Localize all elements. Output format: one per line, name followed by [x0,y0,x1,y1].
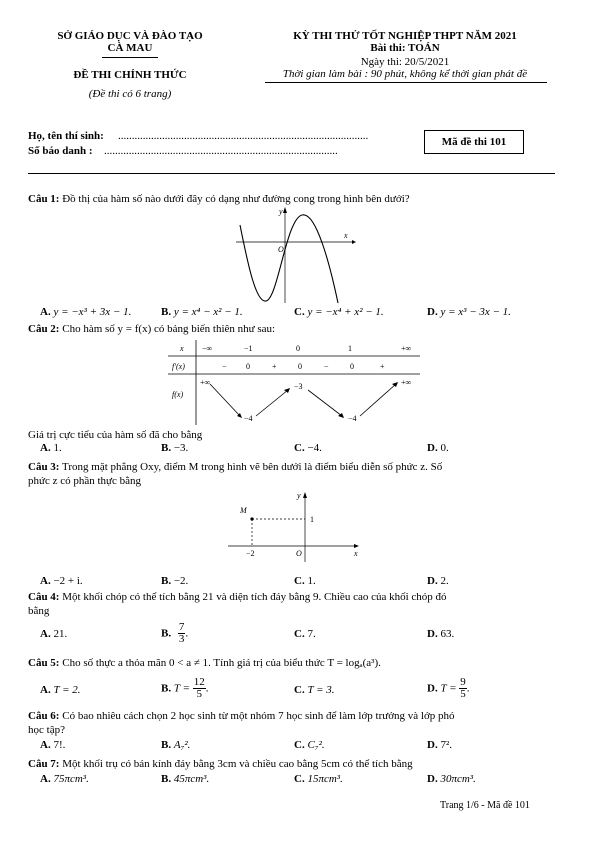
y-axis-arrow [303,492,307,498]
q5-option-a[interactable]: A. T = 2. [40,684,81,696]
x-axis-label: x [344,231,348,240]
x-axis-arrow [354,544,359,548]
question-text: Một khối trụ có bán kính đáy bằng 3cm và chiều cao bằng 5cm có thể tích bằng [62,758,413,770]
question-text: Một khối chóp có thể tích bằng 21 và diện tích đáy bằng 9. Chiều cao của khối chóp đó [62,591,447,603]
q6-option-a[interactable]: A. 7!. [40,739,66,751]
q2-option-c[interactable]: C. −4. [294,442,322,454]
student-name-label: Họ, tên thí sinh: [28,130,104,142]
f-label: f(x) [172,390,184,399]
question-label: Câu 1: [28,193,60,205]
q2-option-d[interactable]: D. 0. [427,442,449,454]
q7-option-d[interactable]: D. 30πcm³. [427,773,476,785]
x-value: +∞ [401,344,412,353]
point-m [250,517,253,520]
q1-graph [230,205,360,305]
q2-option-b[interactable]: B. −3. [161,442,189,454]
question-1 [28,192,558,206]
variation-table [168,340,420,425]
tick-minus-2: −2 [246,549,255,558]
exam-date: Ngày thi: 20/5/2021 [360,56,450,68]
origin-label: O [296,549,302,558]
exam-duration: Thời gian làm bài : 90 phút, không kể thời gian phát đề [282,68,528,80]
q4-option-a[interactable]: A. 21. [40,628,68,640]
fprime-sign: − [222,362,227,371]
q5-option-c[interactable]: C. T = 3. [294,684,335,696]
question-2 [28,322,558,336]
pages-note: (Đề thi có 6 trang) [88,88,172,100]
question-label: Câu 2: [28,323,60,335]
question-text-cont: học tập? [28,724,65,736]
x-axis-label: x [354,549,358,558]
question-text: Trong mặt phẳng Oxy, điểm M trong hình vẽ bên dưới là điểm biểu diễn số phức z. Số [62,461,443,473]
x-axis-arrow [352,240,356,244]
page-footer: Trang 1/6 - Mã đề 101 [440,800,530,811]
question-label: Câu 3: [28,461,60,473]
question-6 [28,709,562,737]
student-id-field[interactable]: ..................................................................................... [104,145,338,157]
fraction-numerator: 9 [460,676,466,688]
q6-option-d[interactable]: D. 7². [427,739,453,751]
x-value: 1 [348,344,352,353]
department-name: SỞ GIÁO DỤC VÀ ĐÀO TẠO [57,30,203,42]
q3-graph [224,490,364,564]
fprime-sign: + [380,362,385,371]
tick-1: 1 [310,515,314,524]
y-axis-label: y [297,491,301,500]
fprime-value: 0 [350,362,354,371]
q4-option-d[interactable]: D. 63. [427,628,455,640]
question-text: Cho hàm số y = f(x) có bảng biến thiên như sau: [62,323,276,335]
q1-option-a[interactable]: A. y = −x³ + 3x − 1. [40,306,132,318]
q1-option-c[interactable]: C. y = −x⁴ + x² − 1. [294,306,384,318]
q6-option-b[interactable]: B. A₇². [161,739,191,751]
q7-option-b[interactable]: B. 45πcm³. [161,773,210,785]
q3-option-c[interactable]: C. 1. [294,575,316,587]
province-name: CÀ MAU [107,42,153,54]
question-label: Câu 4: [28,591,60,603]
question-3 [28,460,562,488]
fprime-value: 0 [246,362,250,371]
fraction-numerator: 7 [178,621,185,633]
f-value: −3 [294,382,303,391]
f-value: +∞ [401,378,412,387]
x-value: −∞ [202,344,213,353]
x-value: −1 [244,344,253,353]
exam-subject: Bài thi: TOÁN [370,42,440,54]
y-axis-label: y [279,207,283,216]
f-value: +∞ [200,378,211,387]
official-label: ĐỀ THI CHÍNH THỨC [73,69,187,81]
q2-option-a[interactable]: A. 1. [40,442,62,454]
origin-label: O [278,245,284,254]
q3-option-a[interactable]: A. −2 + i. [40,575,83,587]
header-underline-right [265,82,547,83]
q1-option-d[interactable]: D. y = x³ − 3x − 1. [427,306,511,318]
q2-prompt: Giá trị cực tiểu của hàm số đã cho bằng [28,429,203,441]
fprime-value: 0 [298,362,302,371]
separator-line [28,173,555,174]
question-label: Câu 7: [28,758,60,770]
question-text-cont: phức z có phần thực bằng [28,475,142,487]
exam-code-box: Mã đề thi 101 [424,130,524,154]
question-5 [28,656,562,670]
q7-option-c[interactable]: C. 15πcm³. [294,773,343,785]
student-name-field[interactable]: ........................................................................................... [118,130,369,142]
q4-option-b[interactable]: B. $\frac{7}{3}$ . [161,621,189,645]
x-label: x [180,344,184,353]
question-7 [28,757,562,771]
q3-option-d[interactable]: D. 2. [427,575,449,587]
fprime-sign: + [272,362,277,371]
q6-option-c[interactable]: C. C₇². [294,739,325,751]
q4-option-c[interactable]: C. 7. [294,628,316,640]
fraction-denominator: 3 [178,633,185,645]
question-text: Đồ thị của hàm số nào dưới đây có dạng như đường cong trong hình bên dưới? [62,193,410,205]
point-m-label: M [240,506,247,515]
y-axis-arrow [283,207,287,213]
question-4 [28,590,562,618]
question-label: Câu 5: [28,657,60,669]
fraction-numerator: 12 [193,676,205,688]
header-underline-left [102,57,158,58]
exam-title: KỲ THI THỬ TỐT NGHIỆP THPT NĂM 2021 [293,30,517,42]
fraction-denominator: 5 [460,688,466,700]
f-value: −4 [348,414,357,423]
question-text-cont: bằng [28,605,50,617]
fprime-sign: − [324,362,329,371]
q1-option-b[interactable]: B. y = x⁴ − x² − 1. [161,306,243,318]
q5-option-b[interactable]: B. T = $\frac{12}{5}$ . [161,676,209,700]
fprime-label: f′(x) [172,362,185,371]
question-text: Có bao nhiêu cách chọn 2 học sinh từ một nhóm 7 học sinh để làm lớp trưởng và lớp phó [62,710,455,722]
cubic-curve [240,215,338,303]
question-text: Cho số thực a thỏa mãn 0 < a ≠ 1. Tính giá trị của biểu thức T = logₐ(a³). [62,657,381,669]
student-id-label: Số báo danh : [28,145,93,157]
f-value: −4 [244,414,253,423]
q5-option-d[interactable]: D. T = $\frac{9}{5}$ . [427,676,470,700]
question-label: Câu 6: [28,710,60,722]
q3-option-b[interactable]: B. −2. [161,575,189,587]
q7-option-a[interactable]: A. 75πcm³. [40,773,89,785]
fraction-denominator: 5 [196,688,202,700]
x-value: 0 [296,344,300,353]
